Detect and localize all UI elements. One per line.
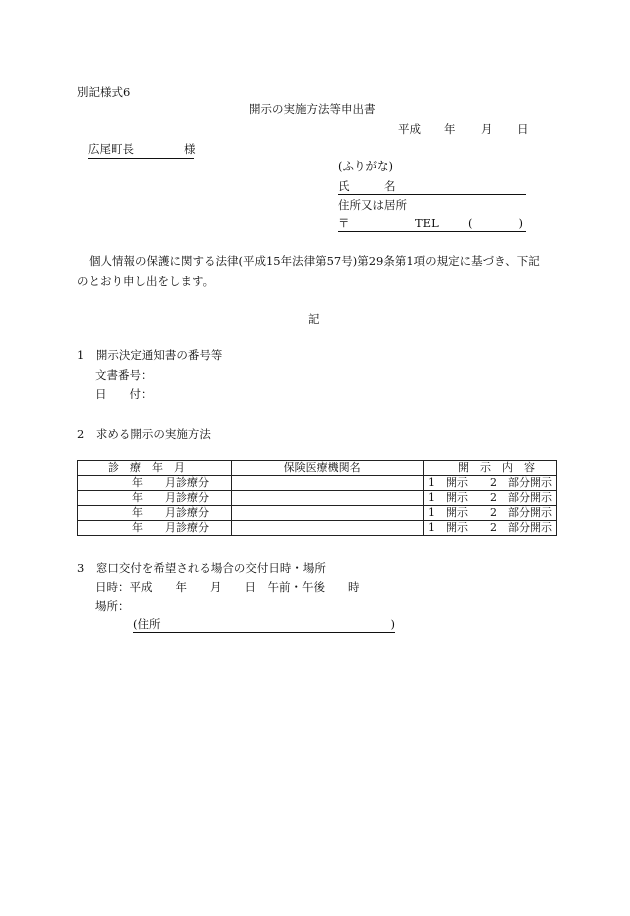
- cell-content[interactable]: 1 開示 2 部分開示: [424, 491, 557, 506]
- header-period: 診 療 年 月: [78, 461, 232, 476]
- date-day: 日: [517, 122, 529, 136]
- body-line-1: 個人情報の保護に関する法律(平成15年法律第57号)第29条第1項の規定に基づき、下記: [89, 254, 540, 268]
- header-content: 開 示 内 容: [424, 461, 557, 476]
- doc-number-label: 文書番号：: [95, 368, 153, 382]
- addressee-suffix: 様: [184, 142, 196, 156]
- tel-paren: ( ): [468, 216, 523, 230]
- cell-content[interactable]: 1 開示 2 部分開示: [424, 521, 557, 536]
- cell-content[interactable]: 1 開示 2 部分開示: [424, 506, 557, 521]
- form-id: 別記様式6: [77, 85, 131, 99]
- cell-period[interactable]: 年 月診療分: [78, 506, 232, 521]
- cell-period[interactable]: 年 月診療分: [78, 491, 232, 506]
- tel-label: TEL: [415, 216, 439, 230]
- addressee-name: 広尾町長: [88, 142, 134, 156]
- table-header-row: [78, 461, 557, 476]
- table-row: [78, 506, 557, 521]
- address-label: 住所又は居所: [338, 198, 407, 212]
- cell-period[interactable]: 年 月診療分: [78, 476, 232, 491]
- table-row: [78, 476, 557, 491]
- date-era: 平成: [398, 122, 421, 136]
- cell-institution[interactable]: [231, 491, 423, 506]
- section2-heading: 2 求める開示の実施方法: [77, 427, 211, 441]
- cell-institution[interactable]: [231, 476, 423, 491]
- place-label: 場所：: [95, 599, 130, 613]
- disclosure-table: [77, 460, 557, 536]
- name-field[interactable]: [338, 181, 526, 195]
- doc-date-label: 日 付：: [95, 387, 153, 401]
- header-institution: 保険医療機関名: [231, 461, 423, 476]
- table-row: [78, 491, 557, 506]
- ki-heading: 記: [308, 312, 320, 326]
- date-year: 年: [444, 122, 456, 136]
- address-close: ): [390, 617, 395, 631]
- section3-heading: 3 窓口交付を希望される場合の交付日時・場所: [77, 561, 326, 575]
- cell-institution[interactable]: [231, 521, 423, 536]
- section1-heading: 1 開示決定通知書の番号等: [77, 348, 223, 362]
- date-month: 月: [481, 122, 493, 136]
- delivery-address-field[interactable]: [133, 619, 395, 633]
- cell-content[interactable]: 1 開示 2 部分開示: [424, 476, 557, 491]
- document-title: 開示の実施方法等申出書: [249, 102, 376, 116]
- address-open: (住所: [133, 617, 161, 631]
- addressee: [88, 144, 194, 159]
- postal-mark-icon: 〒: [338, 216, 350, 230]
- cell-institution[interactable]: [231, 506, 423, 521]
- table-row: [78, 521, 557, 536]
- delivery-datetime: 日時：平成 年 月 日 午前・午後 時: [95, 580, 360, 594]
- postal-tel-field[interactable]: [338, 218, 526, 232]
- cell-period[interactable]: 年 月診療分: [78, 521, 232, 536]
- body-line-2: のとおり申し出をします。: [77, 274, 215, 288]
- furigana-label: (ふりがな): [338, 159, 393, 173]
- name-label: 氏 名: [338, 179, 396, 193]
